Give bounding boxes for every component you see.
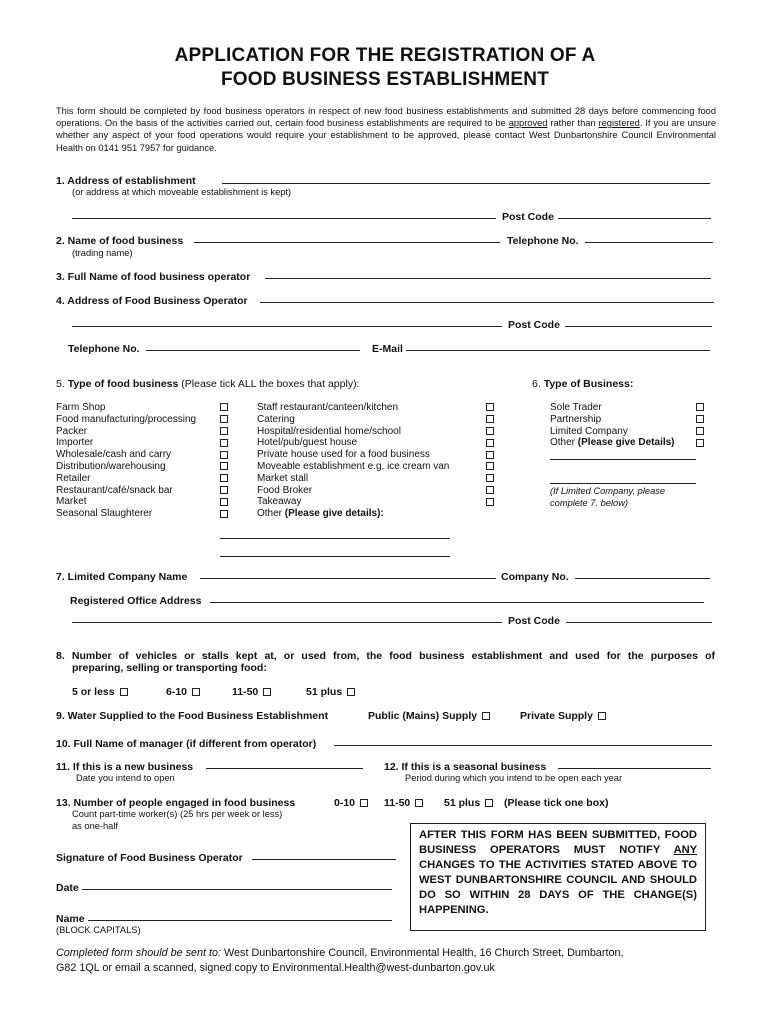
notice-text-1: AFTER THIS FORM HAS BEEN SUBMITTED, FOOD BUSINESS OPERATORS MUST NOTIFY <box>419 829 697 856</box>
q6-checkboxes <box>694 402 704 449</box>
q2-label: 2. Name of food business <box>56 235 184 247</box>
list-item: Private house used for a food business <box>257 449 430 461</box>
q8-option-2: 6-10 <box>166 686 200 698</box>
notice-any: ANY <box>673 844 697 856</box>
q6-heading <box>532 378 633 390</box>
list-item: Wholesale/cash and carry <box>56 449 172 461</box>
q1-postcode-label: Post Code <box>502 211 554 223</box>
q8-label-2: preparing, selling or transporting food: <box>72 662 267 674</box>
checkbox[interactable] <box>486 403 494 411</box>
q4-postcode-field[interactable] <box>565 317 712 327</box>
list-item: Importer <box>56 437 94 449</box>
q9-public-option: Public (Mains) Supply <box>368 710 490 722</box>
q7-office-field-2[interactable] <box>72 613 502 623</box>
intro-paragraph <box>56 105 716 154</box>
intro-text-3: . If you are unsure whether any aspect of your food operations would require your establishment to be approved, please contact West Dunbartonshire Council Environmental Health on 0141 951 7957 for guidance. <box>56 118 717 153</box>
date-label: Date <box>56 882 79 894</box>
notice-text-2: CHANGES TO THE ACTIVITIES STATED ABOVE TO WEST DUNBARTONSHIRE COUNCIL AND SHOULD DO SO WITHIN 28 DAYS OF THE CHANGE(S) HAPPENING. <box>419 859 697 916</box>
list-item: Limited Company <box>550 425 628 437</box>
q8-label-1: 8. Number of vehicles or stalls kept at, or used from, the food business establishment and used for the purposes of <box>56 650 715 662</box>
list-item: Partnership <box>550 413 602 425</box>
q11-label: 11. If this is a new business <box>56 761 194 773</box>
q6-note-2: complete 7. below) <box>550 498 629 508</box>
checkbox[interactable] <box>220 498 228 506</box>
q12-period-field[interactable] <box>558 759 711 769</box>
q12-label: 12. If this is a seasonal business <box>384 761 547 773</box>
list-item: Hotel/pub/guest house <box>257 437 358 449</box>
page-title <box>0 44 770 92</box>
checkbox[interactable] <box>598 712 606 720</box>
q5-num: 5. <box>56 378 65 390</box>
checkbox[interactable] <box>263 688 271 696</box>
q1-address-field-2[interactable] <box>72 209 496 219</box>
q4-label: 4. Address of Food Business Operator <box>56 295 248 307</box>
q10-label: 10. Full Name of manager (if different from operator) <box>56 738 317 750</box>
q4-postcode-label: Post Code <box>508 319 560 331</box>
q13-sub-2: as one-half <box>72 821 118 831</box>
q1-label: 1. Address of establishment <box>56 175 196 187</box>
footer-instructions <box>56 946 716 976</box>
q13-note: (Please tick one box) <box>504 797 609 809</box>
q6-other-label: Other <box>550 437 576 449</box>
list-item: Market <box>56 496 87 508</box>
q5-heading <box>56 378 359 390</box>
list-item: Moveable establishment e.g. ice cream van <box>257 460 450 472</box>
name-field[interactable] <box>88 911 392 921</box>
list-item: Restaurant/café/snack bar <box>56 484 173 496</box>
q5-other-note: (Please give details): <box>284 508 384 520</box>
checkbox[interactable] <box>220 403 228 411</box>
q1-sub: (or address at which moveable establishment is kept) <box>72 187 292 197</box>
q11-sub: Date you intend to open <box>76 773 175 783</box>
checkbox[interactable] <box>220 415 228 423</box>
checkbox[interactable] <box>486 474 494 482</box>
q5-label: Type of food business <box>67 378 179 390</box>
checkbox[interactable] <box>486 415 494 423</box>
q6-num: 6. <box>532 378 541 390</box>
q13-option-3: 51 plus <box>444 797 493 809</box>
list-item: Packer <box>56 425 88 437</box>
checkbox[interactable] <box>696 415 704 423</box>
checkbox[interactable] <box>485 799 493 807</box>
checkbox[interactable] <box>486 486 494 494</box>
q13-label: 13. Number of people engaged in food business <box>56 797 296 809</box>
q4-telephone-field[interactable] <box>146 341 360 351</box>
q4-address-field[interactable] <box>260 293 714 303</box>
title-line-1: APPLICATION FOR THE REGISTRATION OF A <box>174 45 596 66</box>
intro-approved: approved <box>508 118 548 129</box>
q5-other-field-1[interactable] <box>220 529 450 539</box>
q6-note-1: (If Limited Company, please <box>550 486 666 496</box>
q2-name-field[interactable] <box>194 233 500 243</box>
checkbox[interactable] <box>347 688 355 696</box>
q7-company-no-field[interactable] <box>575 569 710 579</box>
q4-email-label: E-Mail <box>372 343 403 355</box>
q3-label: 3. Full Name of food business operator <box>56 271 251 283</box>
q7-office-field[interactable] <box>210 593 704 603</box>
checkbox[interactable] <box>486 427 494 435</box>
q2-telephone-label: Telephone No. <box>507 235 579 247</box>
list-item <box>550 437 675 449</box>
checkbox[interactable] <box>220 427 228 435</box>
footer-line-2: G82 1QL or email a scanned, signed copy to Environmental.Health@west-dunbarton.gov.uk <box>56 962 495 974</box>
q13-sub-1: Count part-time worker(s) (25 hrs per week or less) <box>72 809 283 819</box>
list-item: Retailer <box>56 472 91 484</box>
q13-option-1: 0-10 <box>334 797 368 809</box>
list-item: Takeaway <box>257 496 302 508</box>
list-item: Farm Shop <box>56 402 106 413</box>
q5-col2 <box>257 402 449 520</box>
checkbox[interactable] <box>486 462 494 470</box>
checkbox[interactable] <box>220 462 228 470</box>
checkbox[interactable] <box>415 799 423 807</box>
q4-email-field[interactable] <box>406 341 710 351</box>
checkbox[interactable] <box>220 474 228 482</box>
date-field[interactable] <box>82 880 392 890</box>
list-item: Seasonal Slaughterer <box>56 508 153 520</box>
q1-postcode-field[interactable] <box>558 209 711 219</box>
q5-other-field-2[interactable] <box>220 547 450 557</box>
q11-date-field[interactable] <box>206 759 363 769</box>
name-label: Name <box>56 913 85 925</box>
intro-text-2: rather than <box>547 118 599 129</box>
q6-col <box>550 402 675 449</box>
signature-field[interactable] <box>252 850 396 860</box>
checkbox[interactable] <box>696 439 704 447</box>
q3-operator-field[interactable] <box>265 269 711 279</box>
q5-col1-checkboxes <box>218 402 228 520</box>
checkbox[interactable] <box>220 451 228 459</box>
q6-other-field-1[interactable] <box>550 450 696 460</box>
list-item: Staff restaurant/canteen/kitchen <box>257 402 399 413</box>
q13-option-2: 11-50 <box>384 797 423 809</box>
q7-office-label: Registered Office Address <box>70 595 202 607</box>
checkbox[interactable] <box>696 403 704 411</box>
q6-other-field-2[interactable] <box>550 474 696 484</box>
q5-note: (Please tick ALL the boxes that apply): <box>181 378 360 390</box>
q7-company-no-label: Company No. <box>501 571 569 583</box>
q9-private-option: Private Supply <box>520 710 606 722</box>
title-line-2: FOOD BUSINESS ESTABLISHMENT <box>220 69 550 90</box>
checkbox[interactable] <box>220 510 228 518</box>
q5-col1 <box>56 402 196 520</box>
q2-telephone-field[interactable] <box>585 233 713 243</box>
list-item: Distribution/warehousing <box>56 460 166 472</box>
q6-other-note: (Please give Details) <box>577 437 675 449</box>
checkbox[interactable] <box>482 712 490 720</box>
list-item: Sole Trader <box>550 402 602 413</box>
q10-manager-field[interactable] <box>334 736 712 746</box>
intro-registered: registered <box>598 118 640 129</box>
q7-postcode-label: Post Code <box>508 615 560 627</box>
footer-line-1: West Dunbartonshire Council, Environmental Health, 16 Church Street, Dumbarton, <box>221 947 624 959</box>
checkbox[interactable] <box>486 439 494 447</box>
checkbox[interactable] <box>696 427 704 435</box>
change-notice-box <box>410 823 706 931</box>
q5-other-label: Other <box>257 508 283 520</box>
block-capitals-note: (BLOCK CAPITALS) <box>56 925 141 935</box>
checkbox[interactable] <box>220 486 228 494</box>
list-item: Food Broker <box>257 484 313 496</box>
q2-sub: (trading name) <box>72 248 133 258</box>
q7-company-name-field[interactable] <box>200 569 496 579</box>
footer-lead: Completed form should be sent to: <box>56 947 222 959</box>
checkbox[interactable] <box>192 688 200 696</box>
list-item: Market stall <box>257 472 309 484</box>
q8-option-1: 5 or less <box>72 686 128 698</box>
intro-text-1: This form should be completed by food business operators in respect of new food business establishments and submitted 28 days before commencing food operations. On the basis of the activities carried out, certain food business establishments are required to be <box>56 106 716 129</box>
list-item: Food manufacturing/processing <box>56 413 197 425</box>
q12-sub: Period during which you intend to be open each year <box>405 773 623 783</box>
q9-label: 9. Water Supplied to the Food Business Establishment <box>56 710 329 722</box>
checkbox[interactable] <box>486 498 494 506</box>
checkbox[interactable] <box>360 799 368 807</box>
list-item: Catering <box>257 413 295 425</box>
checkbox[interactable] <box>120 688 128 696</box>
q1-address-field[interactable] <box>222 174 710 184</box>
q8-option-3: 11-50 <box>232 686 271 698</box>
checkbox[interactable] <box>220 439 228 447</box>
list-item: Hospital/residential home/school <box>257 425 401 437</box>
signature-label: Signature of Food Business Operator <box>56 852 243 864</box>
list-item <box>257 508 449 520</box>
q4-address-field-2[interactable] <box>72 317 502 327</box>
q5-col2-checkboxes <box>484 402 494 508</box>
q7-postcode-field[interactable] <box>566 613 712 623</box>
q6-label: Type of Business: <box>543 378 634 390</box>
q7-label: 7. Limited Company Name <box>56 571 188 583</box>
q4-telephone-label: Telephone No. <box>68 343 140 355</box>
checkbox[interactable] <box>486 451 494 459</box>
q8-option-4: 51 plus <box>306 686 355 698</box>
